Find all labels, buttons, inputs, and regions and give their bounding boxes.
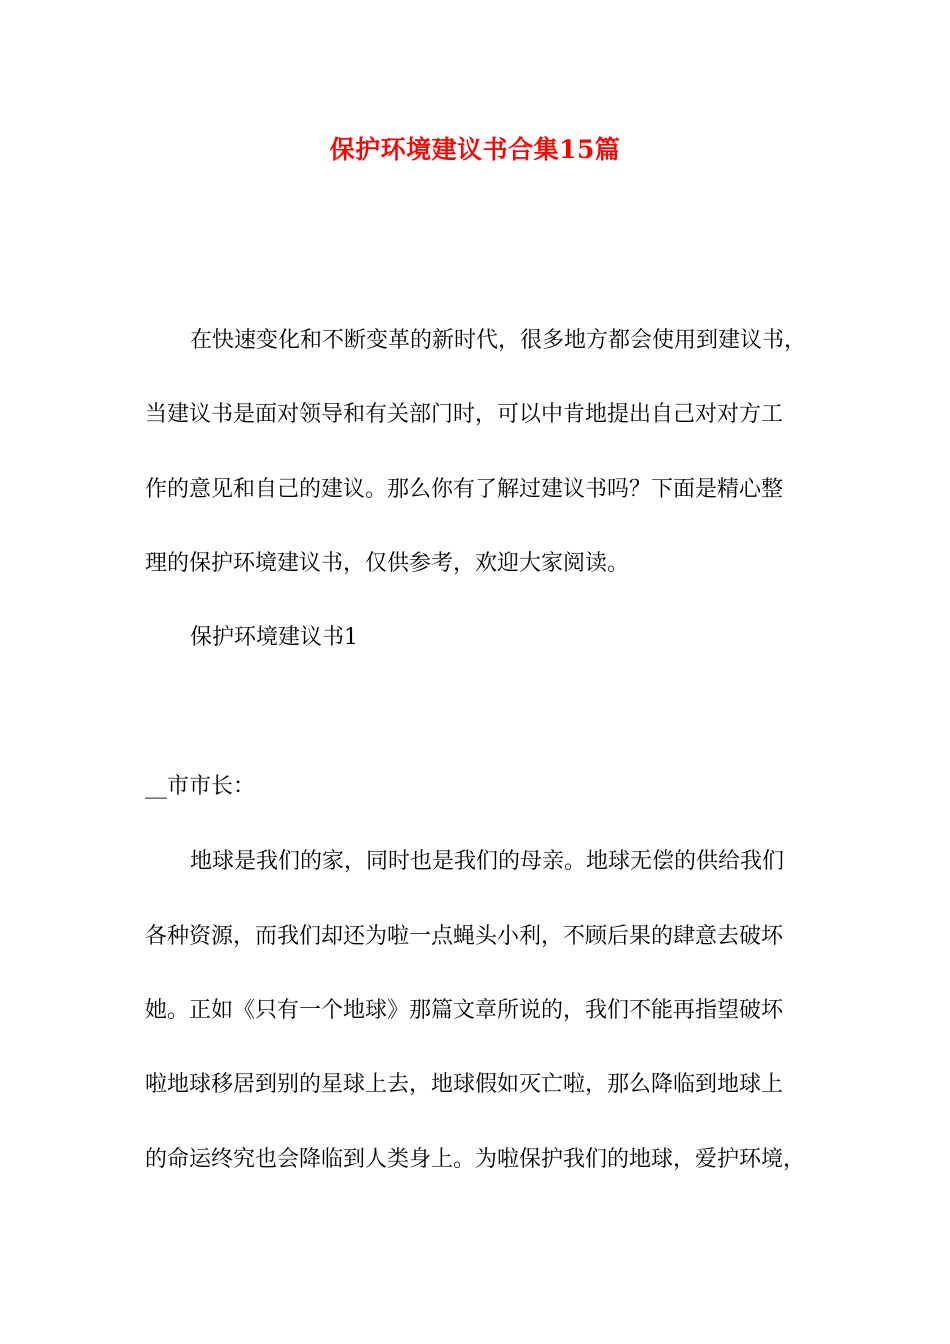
intro-line: 作的意见和自己的建议。那么你有了解过建议书吗？下面是精心整 xyxy=(145,477,784,502)
document-title: 保护环境建议书合集15篇 xyxy=(329,135,621,164)
body-line: 地球是我们的家，同时也是我们的母亲。地球无偿的供给我们 xyxy=(190,849,785,874)
intro-line: 当建议书是面对领导和有关部门时，可以中肯地提出自己对对方工 xyxy=(145,402,784,427)
intro-line: 理的保护环境建议书，仅供参考，欢迎大家阅读。 xyxy=(145,551,630,576)
body-line: 她。正如《只有一个地球》那篇文章所说的，我们不能再指望破坏 xyxy=(145,998,784,1023)
section-heading: 保护环境建议书1 xyxy=(190,625,358,650)
intro-line: 在快速变化和不断变革的新时代，很多地方都会使用到建议书， xyxy=(190,328,807,353)
salutation: __市市长： xyxy=(145,774,256,799)
body-line: 啦地球移居到别的星球上去，地球假如灭亡啦，那么降临到地球上 xyxy=(145,1072,784,1097)
body-line: 的命运终究也会降临到人类身上。为啦保护我们的地球，爱护环境， xyxy=(145,1147,806,1172)
body-line: 各种资源，而我们却还为啦一点蝇头小利，不顾后果的肆意去破坏 xyxy=(145,924,784,949)
